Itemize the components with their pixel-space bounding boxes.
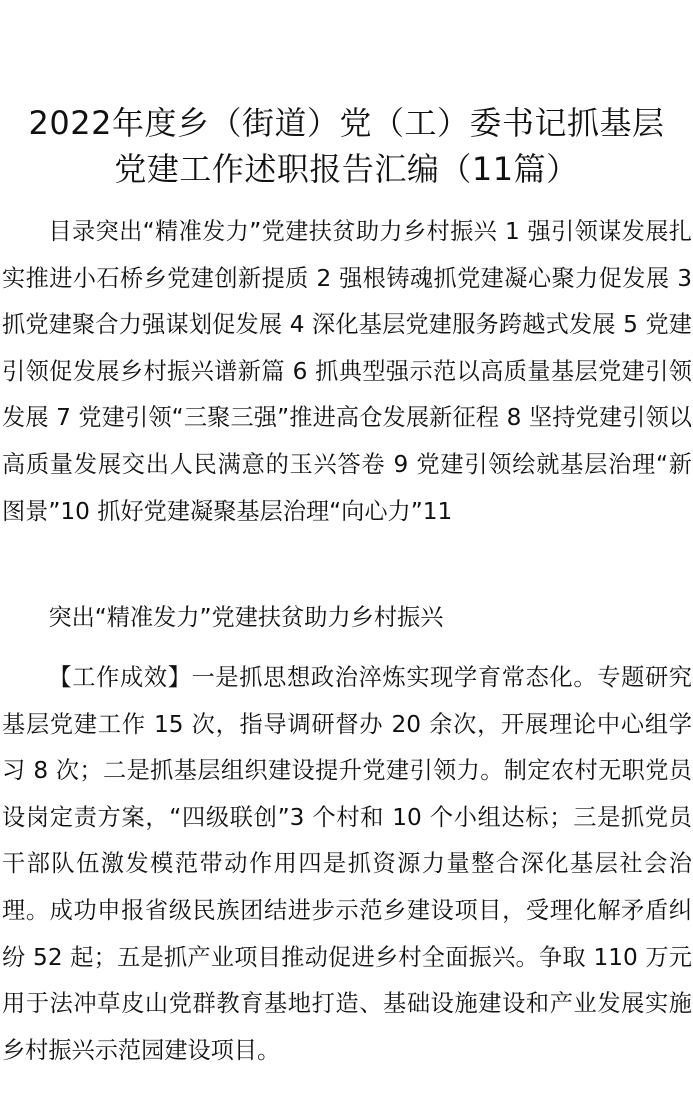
document-title [0,100,693,192]
body-paragraph: 【工作成效】一是抓思想政治淬炼实现学育常态化。专题研究基层党建工作 15 次，指导调研督办 20 余次，开展理论中心组学习 8 次；二是抓基层组织建设提升党建引领力。制定农村无职党员设岗定责方案，“四级联创”3 个村和 10 个小组达标；三是抓党员干部队伍激发模范带动作用四是抓资源力量整合深化基层社会治理。成功申报省级民族团结进步示范乡建设项目，受理化解矛盾纠纷 52 起；五是抓产业项目推动促进乡村全面振兴。争取 110 万元用于法冲草皮山党群教育基地打造、基础设施建设和产业发展实施乡村振兴示范园建设项目。 [2,664,692,1064]
title-line-2: 党建工作述职报告汇编（11篇） [114,150,579,188]
section-heading: 突出“精准发力”党建扶贫助力乡村振兴 [48,604,444,631]
table-of-contents: 目录突出“精准发力”党建扶贫助力乡村振兴 1 强引领谋发展扎实推进小石桥乡党建创新提质 2 强根铸魂抓党建凝心聚力促发展 3 抓党建聚合力强谋划促发展 4 深化基层党建服务跨越式发展 5 党建引领促发展乡村振兴谱新篇 6 抓典型强示范以高质量基层党建引领发展 7 党建引领“三聚三强”推进高仓发展新征程 8 坚持党建引领以高质量发展交出人民满意的玉兴答卷 9 党建引领绘就基层治理“新图景”10 抓好党建凝聚基层治理“向心力”11 [2,218,692,525]
title-line-1: 2022年度乡（街道）党（工）委书记抓基层 [28,104,665,142]
